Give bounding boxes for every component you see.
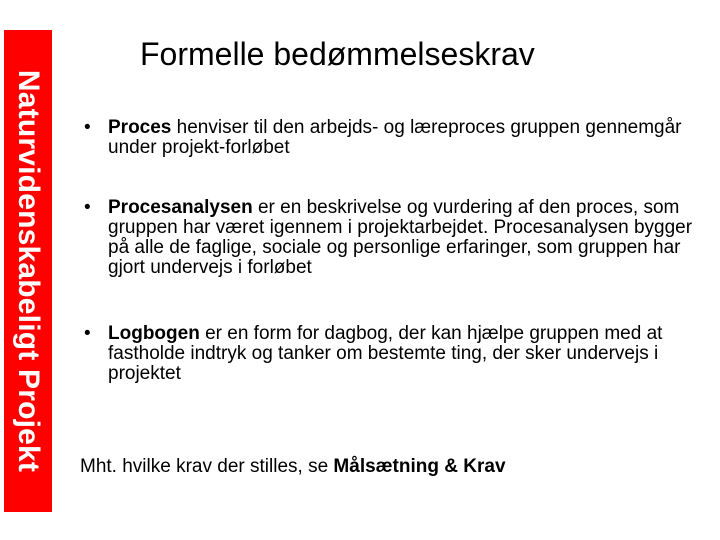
bullet-dot-icon: • xyxy=(84,197,91,218)
bullet-item-logbogen xyxy=(84,324,714,384)
bullet-item-procesanalysen xyxy=(84,198,714,278)
bullet-item-proces xyxy=(84,118,714,158)
bullet-text: er en beskrivelse og vurdering af den proces, som gruppen har været igennem i projektarbejdet. Procesanalysen bygger på alle de faglige, sociale og personlige erfaringer, som gruppen har gjort undervejs i forløbet xyxy=(108,197,693,278)
side-band-label: Naturvidenskabeligt Projekt xyxy=(12,69,45,473)
bullet-term: Proces xyxy=(108,117,172,138)
bullet-dot-icon: • xyxy=(84,323,91,344)
footer-link-text: Målsætning & Krav xyxy=(333,456,506,477)
bullet-list xyxy=(84,118,714,384)
bullet-term: Logbogen xyxy=(108,323,200,344)
bullet-dot-icon: • xyxy=(84,117,91,138)
side-band xyxy=(4,30,52,512)
bullet-text: henviser til den arbejds- og læreproces gruppen gennemgår under projekt-forløbet xyxy=(108,117,682,158)
bullet-term: Procesanalysen xyxy=(108,197,253,218)
bullet-text: er en form for dagbog, der kan hjælpe gruppen med at fastholde indtryk og tanker om bestemte ting, der sker undervejs i projektet xyxy=(108,323,663,384)
footer-note xyxy=(80,456,506,478)
footer-text: Mht. hvilke krav der stilles, se xyxy=(80,456,334,477)
slide-title: Formelle bedømmelseskrav xyxy=(140,36,535,72)
